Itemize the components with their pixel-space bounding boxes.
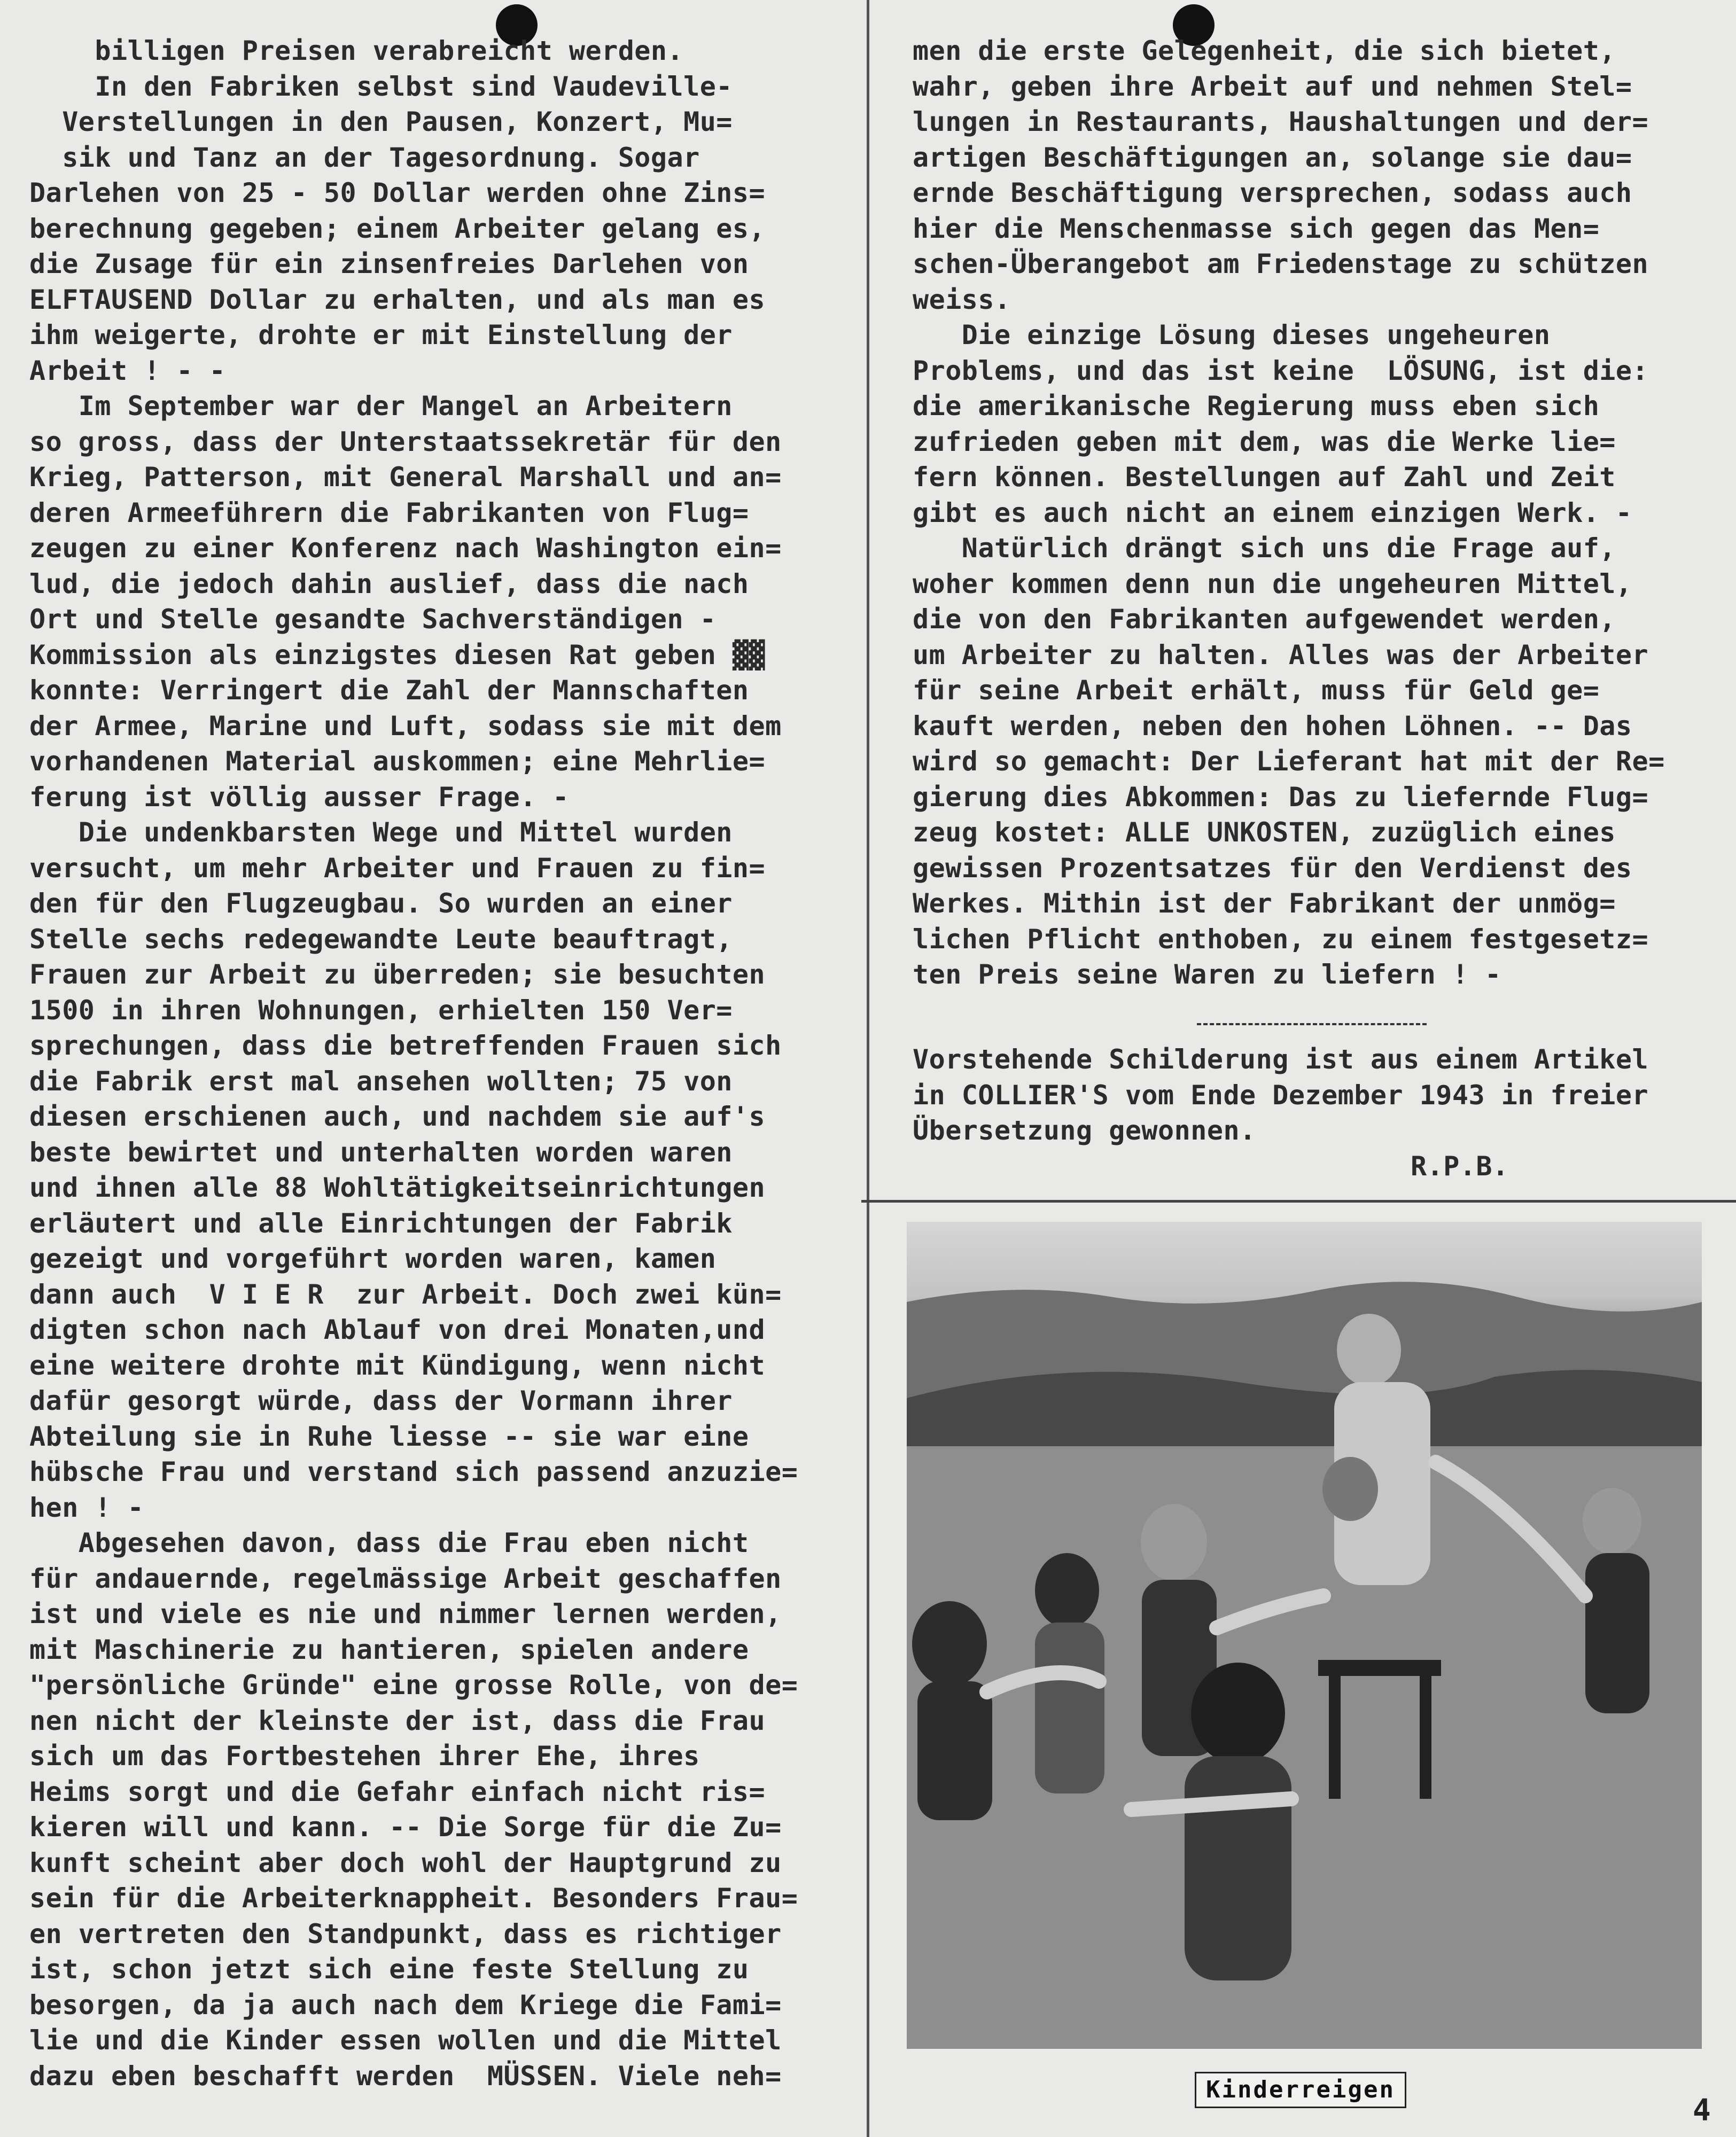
- text-line: "persönliche Gründe" eine grosse Rolle, von de=: [29, 1670, 798, 1701]
- signature: R.P.B.: [1411, 1151, 1509, 1182]
- text-line: ferung ist völlig ausser Frage. -: [29, 781, 569, 813]
- text-line: wahr, geben ihre Arbeit auf und nehmen Stel=: [913, 71, 1632, 102]
- text-line: berechnung gegeben; einem Arbeiter gelang es,: [29, 213, 766, 244]
- text-line: vorhandenen Material auskommen; eine Mehrlie=: [29, 746, 766, 777]
- text-line: zeugen zu einer Konferenz nach Washington ein=: [29, 533, 782, 564]
- text-line: nen nicht der kleinste der ist, dass die Frau: [29, 1705, 766, 1736]
- text-line: die amerikanische Regierung muss eben sich: [913, 391, 1600, 422]
- text-line: kieren will und kann. -- Die Sorge für die Zu=: [29, 1812, 782, 1843]
- text-line: ernde Beschäftigung versprechen, sodass auch: [913, 177, 1632, 208]
- text-line: woher kommen denn nun die ungeheuren Mittel,: [913, 568, 1632, 599]
- text-line: ihm weigerte, drohte er mit Einstellung der: [29, 319, 733, 350]
- text-line: Die undenkbarsten Wege und Mittel wurden: [29, 817, 733, 848]
- text-line: Stelle sechs redegewandte Leute beauftragt,: [29, 923, 733, 955]
- text-line: Kommission als einzigstes diesen Rat geben ▓▓: [29, 639, 766, 670]
- text-line: gierung dies Abkommen: Das zu liefernde Flug=: [913, 781, 1649, 813]
- text-line: lud, die jedoch dahin auslief, dass die nach: [29, 568, 749, 599]
- text-line: Heims sorgt und die Gefahr einfach nicht ris=: [29, 1776, 766, 1807]
- text-line: Abteilung sie in Ruhe liesse -- sie war eine: [29, 1421, 749, 1452]
- right-text-column: [913, 33, 1725, 993]
- text-line: men die erste Gelegenheit, die sich bietet,: [913, 35, 1616, 66]
- text-line: Werkes. Mithin ist der Fabrikant der unmög=: [913, 888, 1616, 919]
- text-line: hen ! -: [29, 1492, 144, 1523]
- text-line: lie und die Kinder essen wollen und die Mittel: [29, 2025, 782, 2056]
- text-line: so gross, dass der Unterstaatssekretär für den: [29, 426, 782, 457]
- text-line: konnte: Verringert die Zahl der Mannschaften: [29, 675, 749, 706]
- source-note-line: Vorstehende Schilderung ist aus einem Artikel: [913, 1044, 1649, 1075]
- text-line: Natürlich drängt sich uns die Frage auf,: [913, 533, 1616, 564]
- photo-caption: Kinderreigen: [1195, 2072, 1406, 2108]
- text-line: Verstellungen in den Pausen, Konzert, Mu=: [29, 106, 733, 137]
- text-line: Frauen zur Arbeit zu überreden; sie besuchten: [29, 959, 766, 990]
- text-line: sein für die Arbeiterknappheit. Besonders Frau=: [29, 1883, 798, 1914]
- text-line: schen-Überangebot am Friedenstage zu schützen: [913, 248, 1649, 279]
- text-line: Krieg, Patterson, mit General Marshall und an=: [29, 462, 782, 493]
- children-photo-illustration: [907, 1222, 1702, 2049]
- text-line: lungen in Restaurants, Haushaltungen und der=: [913, 106, 1649, 137]
- meadow: [907, 1446, 1702, 2049]
- text-line: mit Maschinerie zu hantieren, spielen andere: [29, 1634, 749, 1665]
- text-line: digten schon nach Ablauf von drei Monaten,und: [29, 1314, 766, 1345]
- text-line: hübsche Frau und verstand sich passend anzuzie=: [29, 1456, 798, 1487]
- separator-rule: [1197, 1023, 1427, 1027]
- text-line: Problems, und das ist keine LÖSUNG, ist die:: [913, 355, 1649, 386]
- text-line: besorgen, da ja auch nach dem Kriege die Fami=: [29, 1989, 782, 2021]
- text-line: gibt es auch nicht an einem einzigen Werk. -: [913, 497, 1632, 528]
- column-divider: [867, 0, 869, 2137]
- text-line: gezeigt und vorgeführt worden waren, kamen: [29, 1243, 717, 1274]
- text-line: für seine Arbeit erhält, muss für Geld ge=: [913, 675, 1600, 706]
- text-line: ten Preis seine Waren zu liefern ! -: [913, 959, 1501, 990]
- text-line: und ihnen alle 88 Wohltätigkeitseinrichtungen: [29, 1172, 766, 1203]
- left-text-column: [29, 33, 863, 2094]
- text-line: zeug kostet: ALLE UNKOSTEN, zuzüglich eines: [913, 817, 1616, 848]
- text-line: Darlehen von 25 - 50 Dollar werden ohne Zins=: [29, 177, 766, 208]
- source-note: [913, 1042, 1725, 1149]
- text-line: versucht, um mehr Arbeiter und Frauen zu fin=: [29, 852, 766, 884]
- text-line: fern können. Bestellungen auf Zahl und Zeit: [913, 462, 1616, 493]
- text-line: eine weitere drohte mit Kündigung, wenn nicht: [29, 1350, 766, 1381]
- text-line: die von den Fabrikanten aufgewendet werden,: [913, 604, 1616, 635]
- text-line: die Zusage für ein zinsenfreies Darlehen von: [29, 248, 749, 279]
- text-line: erläutert und alle Einrichtungen der Fabrik: [29, 1207, 733, 1239]
- text-line: diesen erschienen auch, und nachdem sie auf's: [29, 1101, 766, 1132]
- text-line: hier die Menschenmasse sich gegen das Men=: [913, 213, 1600, 244]
- text-line: en vertreten den Standpunkt, dass es richtiger: [29, 1918, 782, 1949]
- source-note-line: Übersetzung gewonnen.: [913, 1115, 1256, 1146]
- text-line: 1500 in ihren Wohnungen, erhielten 150 Ver=: [29, 994, 733, 1026]
- text-line: deren Armeeführern die Fabrikanten von Flug=: [29, 497, 749, 528]
- page-number: 4: [1693, 2093, 1711, 2128]
- text-line: sich um das Fortbestehen ihrer Ehe, ihres: [29, 1741, 700, 1772]
- text-line: dafür gesorgt würde, dass der Vormann ihrer: [29, 1385, 733, 1416]
- text-line: zufrieden geben mit dem, was die Werke lie=: [913, 426, 1616, 457]
- text-line: gewissen Prozentsatzes für den Verdienst des: [913, 852, 1632, 884]
- text-line: ist, schon jetzt sich eine feste Stellung zu: [29, 1954, 749, 1985]
- text-line: Abgesehen davon, dass die Frau eben nicht: [29, 1527, 749, 1558]
- signature-block: [1411, 1149, 1571, 1184]
- text-line: um Arbeiter zu halten. Alles was der Arbeiter: [913, 639, 1649, 670]
- text-line: Im September war der Mangel an Arbeitern: [29, 391, 733, 422]
- text-line: den für den Flugzeugbau. So wurden an einer: [29, 888, 733, 919]
- text-line: sik und Tanz an der Tagesordnung. Sogar: [29, 142, 700, 173]
- text-line: ELFTAUSEND Dollar zu erhalten, und als man es: [29, 284, 766, 315]
- text-line: weiss.: [913, 284, 1011, 315]
- text-line: lichen Pflicht enthoben, zu einem festgesetz=: [913, 923, 1649, 955]
- text-line: kauft werden, neben den hohen Löhnen. -- Das: [913, 710, 1632, 742]
- text-line: artigen Beschäftigungen an, solange sie dau=: [913, 142, 1632, 173]
- children-photo: [907, 1222, 1702, 2049]
- text-line: Ort und Stelle gesandte Sachverständigen -: [29, 604, 717, 635]
- text-line: dazu eben beschafft werden MÜSSEN. Viele neh=: [29, 2060, 782, 2092]
- text-line: kunft scheint aber doch wohl der Hauptgrund zu: [29, 1847, 782, 1878]
- text-line: beste bewirtet und unterhalten worden waren: [29, 1136, 733, 1168]
- text-line: wird so gemacht: Der Lieferant hat mit der Re=: [913, 746, 1665, 777]
- section-divider: [861, 1200, 1736, 1203]
- source-note-line: in COLLIER'S vom Ende Dezember 1943 in freier: [913, 1079, 1649, 1111]
- text-line: der Armee, Marine und Luft, sodass sie mit dem: [29, 710, 782, 742]
- text-line: die Fabrik erst mal ansehen wollten; 75 von: [29, 1065, 733, 1097]
- text-line: Die einzige Lösung dieses ungeheuren: [913, 319, 1551, 350]
- text-line: sprechungen, dass die betreffenden Frauen sich: [29, 1030, 782, 1061]
- text-line: Arbeit ! - -: [29, 355, 226, 386]
- text-line: dann auch V I E R zur Arbeit. Doch zwei kün=: [29, 1278, 782, 1310]
- text-line: ist und viele es nie und nimmer lernen werden,: [29, 1598, 782, 1629]
- text-line: billigen Preisen verabreicht werden.: [29, 35, 684, 66]
- text-line: für andauernde, regelmässige Arbeit geschaffen: [29, 1563, 782, 1594]
- text-line: In den Fabriken selbst sind Vaudeville-: [29, 71, 733, 102]
